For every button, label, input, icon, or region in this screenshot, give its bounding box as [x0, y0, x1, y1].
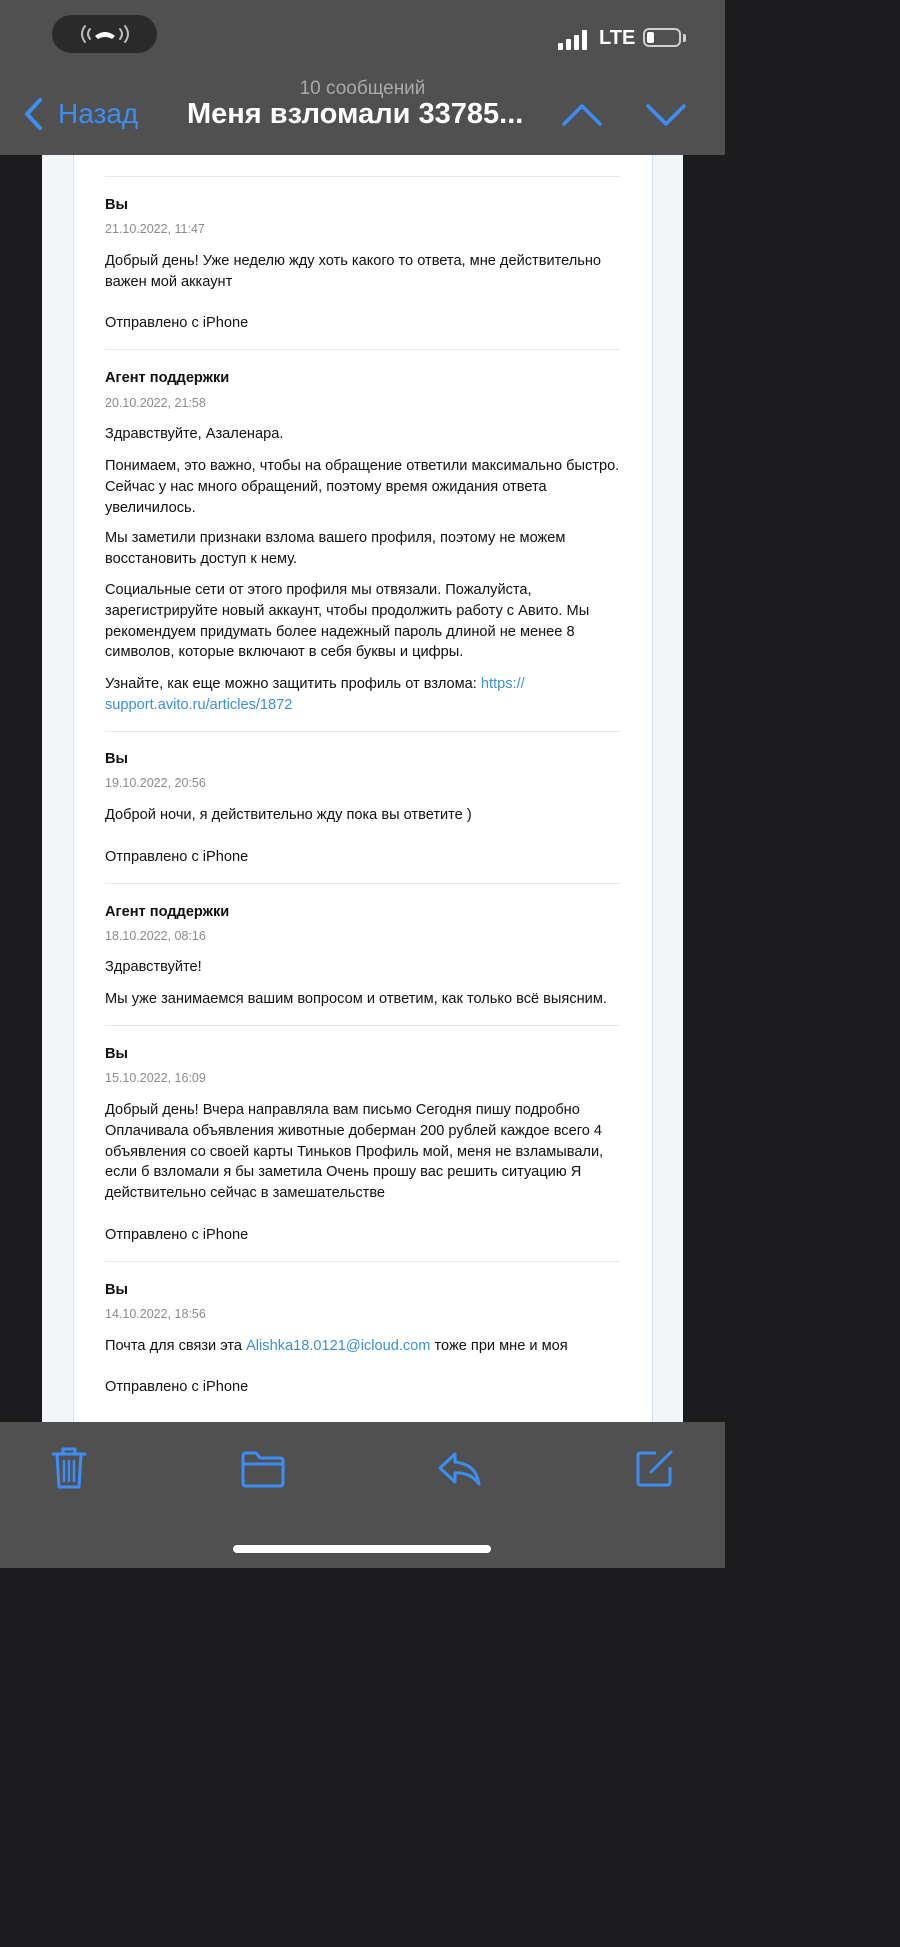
message-signature: Отправлено с iPhone [105, 1227, 249, 1243]
message-signature: Отправлено с iPhone [105, 849, 249, 865]
back-button[interactable] [22, 96, 138, 132]
message-paragraph: Здравствуйте, Азаленара. [105, 426, 284, 442]
chevron-up-icon[interactable] [561, 100, 603, 130]
battery-tip [683, 34, 686, 42]
email-link[interactable]: Alishka18.0121@icloud.com [246, 1338, 431, 1354]
message-author: Вы [105, 1282, 129, 1298]
message-body: Добрый день! Вчера направляла вам письмо Сегодня пишу подробно Оплачивала объявления животные доберман 200 рублей каждое всего 4 объявления со своей карты Тиньков Профиль мой, меня не взламывали, если б взломали я бы заметила Очень прошу вас решить ситуацию Я действительно сейчас в замешательстве [105, 1102, 604, 1202]
chevron-left-icon [22, 96, 46, 132]
page-title: Меня взломали 33785... [187, 98, 524, 130]
link-line-2: support.avito.ru/articles/1872 [105, 696, 293, 713]
message-date: 15.10.2022, 16:09 [105, 1071, 206, 1085]
message-divider [105, 1261, 620, 1262]
message-body [105, 1336, 625, 1357]
reply-icon[interactable] [436, 1450, 482, 1488]
network-type-label: LTE [599, 27, 636, 49]
trash-icon[interactable] [50, 1445, 88, 1491]
battery-icon [643, 28, 681, 47]
message-count: 10 сообщений [299, 78, 426, 99]
message-paragraph: Мы заметили признаки взлома вашего профиля, поэтому не можем восстановить доступ к нему. [105, 530, 566, 567]
message-divider [105, 349, 620, 350]
body-text: Почта для связи эта [105, 1338, 247, 1354]
message-paragraph: Понимаем, это важно, чтобы на обращение ответили максимально быстро. Сейчас у нас много обращений, поэтому время ожидания ответа увеличилось. [105, 458, 620, 516]
link-line-1: https:// [480, 676, 525, 692]
message-body: Доброй ночи, я действительно жду пока вы ответите ) [105, 807, 472, 823]
message-paragraph: Социальные сети от этого профиля мы отвязали. Пожалуйста, зарегистрируйте новый аккаунт, чтобы продолжить работу с Авито. Мы рекомендуем придумать более надежный пароль длиной не менее 8 символов, которые включают в себя буквы и цифры. [105, 582, 590, 661]
compose-icon[interactable] [634, 1447, 676, 1489]
home-indicator[interactable] [233, 1545, 491, 1553]
link-intro-text: Узнайте, как еще можно защитить профиль от взлома: [105, 676, 481, 692]
chevron-down-icon[interactable] [645, 100, 687, 130]
body-text: тоже при мне и моя [430, 1338, 568, 1354]
message-divider [105, 176, 620, 177]
message-paragraph: Мы уже занимаемся вашим вопросом и ответим, как только всё выясним. [105, 991, 607, 1007]
message-author: Агент поддержки [105, 904, 230, 920]
message-date: 18.10.2022, 08:16 [105, 929, 206, 943]
message-divider [105, 1025, 620, 1026]
message-author: Вы [105, 751, 129, 767]
message-signature: Отправлено с iPhone [105, 315, 249, 331]
message-link-paragraph [105, 674, 625, 716]
message-divider [105, 731, 620, 732]
message-date: 20.10.2022, 21:58 [105, 396, 206, 410]
active-call-pill[interactable] [52, 15, 157, 53]
back-label: Назад [58, 98, 139, 129]
message-divider [105, 883, 620, 884]
navigation-bar [0, 0, 725, 155]
message-signature: Отправлено с iPhone [105, 1379, 249, 1395]
cellular-signal-icon [558, 30, 592, 50]
phone-call-icon [65, 21, 145, 47]
message-author: Агент поддержки [105, 370, 230, 386]
message-body: Добрый день! Уже неделю жду хоть какого то ответа, мне действительно важен мой аккаунт [105, 253, 602, 290]
message-date: 14.10.2022, 18:56 [105, 1307, 206, 1321]
message-date: 19.10.2022, 20:56 [105, 776, 206, 790]
message-paragraph: Здравствуйте! [105, 959, 202, 975]
message-author: Вы [105, 197, 129, 213]
folder-icon[interactable] [240, 1450, 286, 1488]
message-author: Вы [105, 1046, 129, 1062]
message-date: 21.10.2022, 11:47 [105, 222, 205, 236]
